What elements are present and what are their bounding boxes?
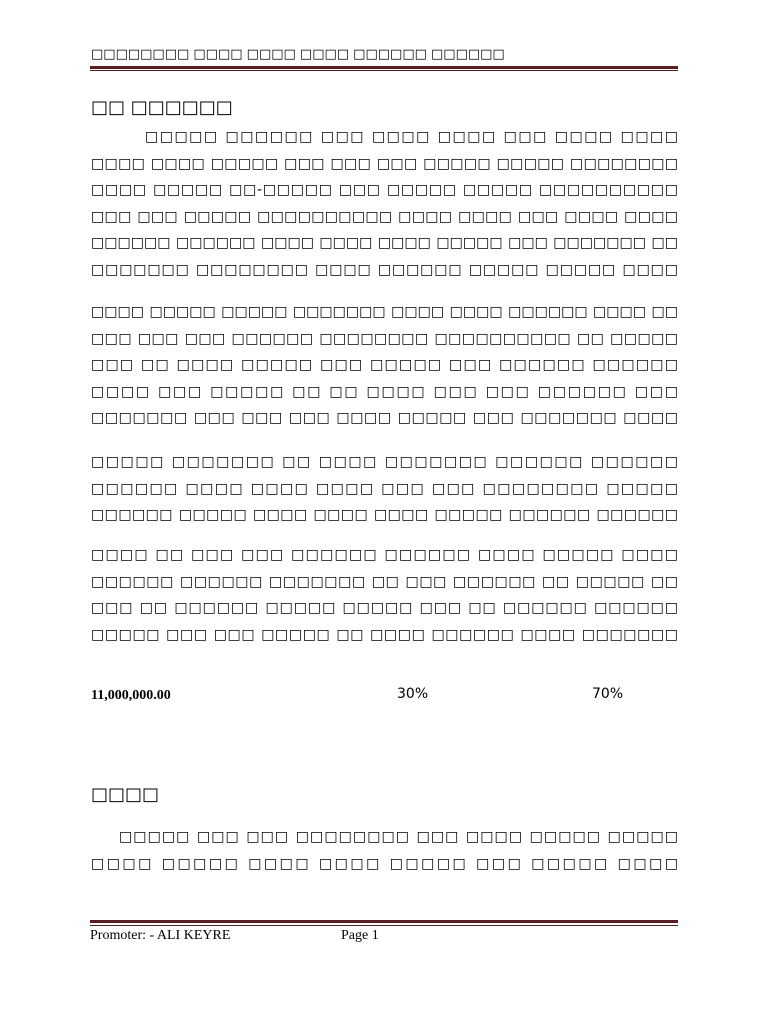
capital-amount: 11,000,000.00	[91, 688, 171, 703]
paragraph-4: □□□□ □□ □□□ □□□ □□□□□□ □□□□□□ □□□□ □□□□□ □□□□ □□□□□□ □□□□□□ □□□□□□□ □□ □□□ □□□□□□ □□ □□□□□ □□ □□□ □□ □□□□□□ □□□□□ □□□□□ □□□ □□ □□□□□□ □□□□□□ □□□□□ □□□ □□□ □□□□□ □□ □□□□ □□□□□□ □□□□ □□□□□□□	[91, 547, 678, 643]
paragraph-1: □□□□□ □□□□□□ □□□ □□□□ □□□□ □□□ □□□□ □□□□ □□□□ □□□□ □□□□□ □□□ □□□ □□□ □□□□□ □□□□□ □□□□□□□□ □□□□ □□□□□ □□-□□□□□ □□□ □□□□□ □□□□□ □□□□□□□□□□ □□□ □□□ □□□□□ □□□□□□□□□□ □□□□ □□□□ □□□ □□□□ □□□□ □□□□□□ □□□□□□ □□□□ □□□□ □□□□ □□□□□ □□□ □□□□□□□ □□ □□□□□□□ □□□□□□□□ □□□□ □□□□□□ □□□□□ □□□□□ □□□□	[91, 129, 678, 278]
footer-rule-thin	[90, 925, 678, 926]
paragraph-3: □□□□□ □□□□□□□ □□ □□□□ □□□□□□□ □□□□□□ □□□□□□ □□□□□□ □□□□ □□□□ □□□□ □□□ □□□ □□□□□□□□ □□□□□ □□□□□□ □□□□□ □□□□ □□□□ □□□□ □□□□□ □□□□□□ □□□□□□	[91, 454, 678, 523]
header-rule-thick	[90, 66, 678, 69]
share-percent-b: 70%	[592, 686, 624, 702]
running-header: □□□□□□□□ □□□□ □□□□ □□□□ □□□□□□ □□□□□□	[91, 47, 505, 62]
figures-row	[91, 686, 678, 708]
section-heading: □□ □□□□□□	[91, 97, 233, 118]
header-rule-thin	[90, 70, 678, 71]
footer-promoter: Promoter: - ALI KEYRE	[90, 928, 231, 943]
footer-rule-thick	[90, 920, 678, 923]
page-number: Page 1	[341, 928, 379, 943]
paragraph-2	[91, 299, 678, 433]
paragraph-2-text: □□□□ □□□□□ □□□□□ □□□□□□□ □□□□ □□□□ □□□□□□ □□□□ □□ □□□ □□□ □□□ □□□□□□ □□□□□□□□ □□□□□□□□□□ □□ □□□□□ □□□ □□ □□□□ □□□□□ □□□ □□□□□ □□□ □□□□□□ □□□□□□ □□□□ □□□ □□□□□ □□ □□ □□□□ □□□ □□□ □□□□□□ □□□ □□□□□□□ □□□ □□□ □□□ □□□□ □□□□□ □□□ □□□□□□□ □□□□	[91, 304, 678, 426]
share-percent-a: 30%	[397, 686, 429, 702]
page-footer	[90, 928, 678, 948]
section-heading-2: □□□□	[91, 784, 160, 805]
paragraph-5: □□□□□ □□□ □□□ □□□□□□□□ □□□ □□□□ □□□□□ □□□□□ □□□□ □□□□□ □□□□ □□□□ □□□□□ □□□ □□□□□ □□□□	[91, 829, 678, 872]
